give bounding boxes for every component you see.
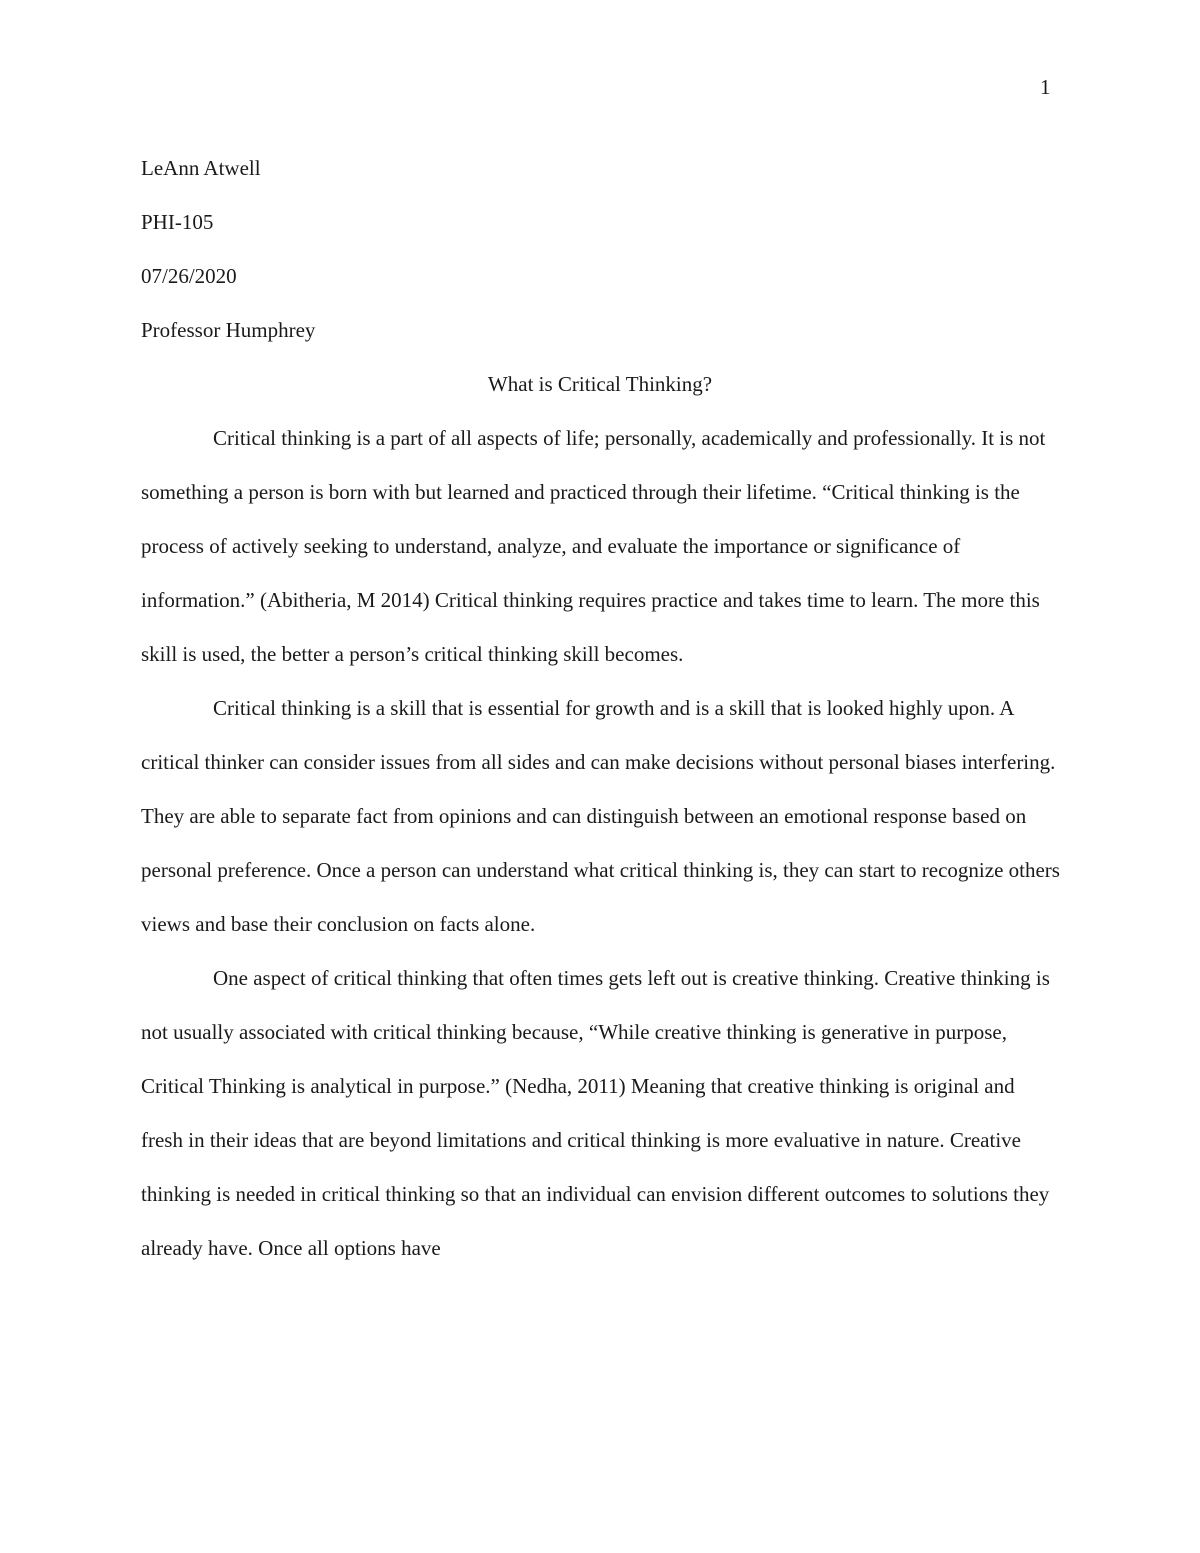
page-number: 1: [1040, 75, 1051, 99]
student-name: LeAnn Atwell: [141, 156, 261, 180]
essay-title: What is Critical Thinking?: [487, 372, 713, 396]
paragraph: One aspect of critical thinking that often times gets left out is creative thinking. Creative thinking is not usually associated with critical thinking because, “While creative thinking is generative in purpose, Critical Thinking is analytical in purpose.” (Nedha, 2011) Meaning that creative thinking is original and fresh in their ideas that are beyond limitations and critical thinking is more evaluative in nature. Creative thinking is needed in critical thinking so that an individual can envision different outcomes to solutions they already have. Once all options have: [141, 966, 1050, 1260]
instructor-name: Professor Humphrey: [141, 318, 316, 342]
course-code: PHI-105: [141, 210, 214, 234]
date: 07/26/2020: [141, 264, 237, 288]
paragraph: Critical thinking is a part of all aspects of life; personally, academically and professionally. It is not something a person is born with but learned and practiced through their lifetime. “Critical thinking is the process of actively seeking to understand, analyze, and evaluate the importance or significance of information.” (Abitheria, M 2014) Critical thinking requires practice and takes time to learn. The more this skill is used, the better a person’s critical thinking skill becomes.: [141, 426, 1046, 666]
paragraph: Critical thinking is a skill that is essential for growth and is a skill that is looked highly upon. A critical thinker can consider issues from all sides and can make decisions without personal biases interfering. They are able to separate fact from opinions and can distinguish between an emotional response based on personal preference. Once a person can understand what critical thinking is, they can start to recognize others views and base their conclusion on facts alone.: [141, 696, 1060, 936]
document-body: [141, 141, 1061, 1275]
